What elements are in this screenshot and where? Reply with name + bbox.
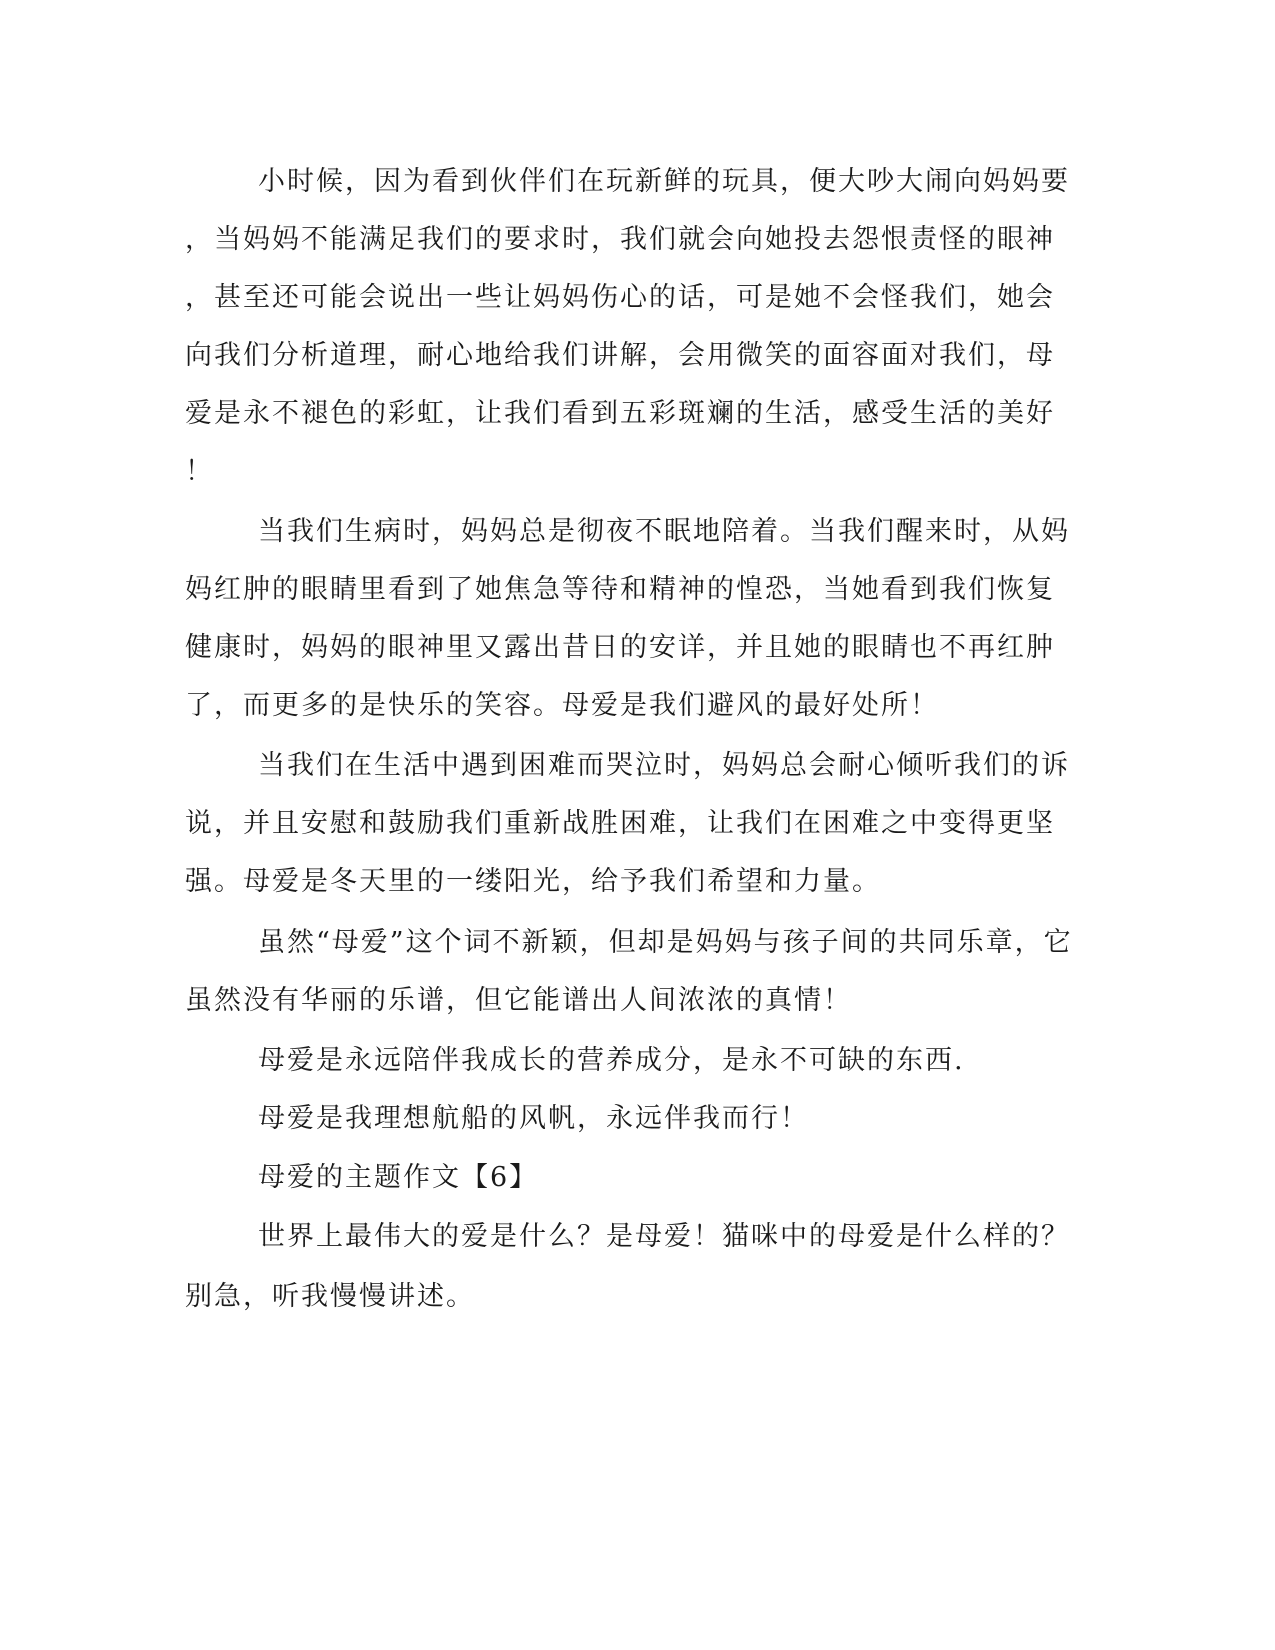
text-line: 了，而更多的是快乐的笑容。母爱是我们避风的最好处所！ <box>185 690 939 721</box>
text-line: 虽然没有华丽的乐谱，但它能谱出人间浓浓的真情！ <box>185 985 852 1016</box>
text-line: 当我们生病时，妈妈总是彻夜不眠地陪着。当我们醒来时，从妈 <box>258 516 1070 547</box>
text-line: 向我们分析道理，耐心地给我们讲解，会用微笑的面容面对我们，母 <box>185 340 1055 371</box>
text-line: 世界上最伟大的爱是什么？是母爱！猫咪中的母爱是什么样的？ <box>258 1221 1070 1252</box>
text-line: 爱是永不褪色的彩虹，让我们看到五彩斑斓的生活，感受生活的美好 <box>185 398 1055 429</box>
text-line: ，甚至还可能会说出一些让妈妈伤心的话，可是她不会怪我们，她会 <box>185 282 1055 313</box>
text-line: 母爱是永远陪伴我成长的营养成分，是永不可缺的东西. <box>258 1045 965 1076</box>
text-line: 别急，听我慢慢讲述。 <box>185 1281 475 1312</box>
text-line: 强。母爱是冬天里的一缕阳光，给予我们希望和力量。 <box>185 866 881 897</box>
text-line: 当我们在生活中遇到困难而哭泣时，妈妈总会耐心倾听我们的诉 <box>258 750 1070 781</box>
text-line: 健康时，妈妈的眼神里又露出昔日的安详，并且她的眼睛也不再红肿 <box>185 632 1055 663</box>
text-line: ，当妈妈不能满足我们的要求时，我们就会向她投去怨恨责怪的眼神 <box>185 224 1055 255</box>
text-line: 说，并且安慰和鼓励我们重新战胜困难，让我们在困难之中变得更坚 <box>185 808 1055 839</box>
text-line: 妈红肿的眼睛里看到了她焦急等待和精神的惶恐，当她看到我们恢复 <box>185 574 1055 605</box>
section-heading: 母爱的主题作文【6】 <box>258 1162 539 1193</box>
text-line: 虽然“母爱”这个词不新颖，但却是妈妈与孩子间的共同乐章，它 <box>258 927 1073 958</box>
text-line: ！ <box>185 456 214 487</box>
text-line: 小时候，因为看到伙伴们在玩新鲜的玩具，便大吵大闹向妈妈要 <box>258 166 1070 197</box>
text-line: 母爱是我理想航船的风帆，永远伴我而行！ <box>258 1103 809 1134</box>
